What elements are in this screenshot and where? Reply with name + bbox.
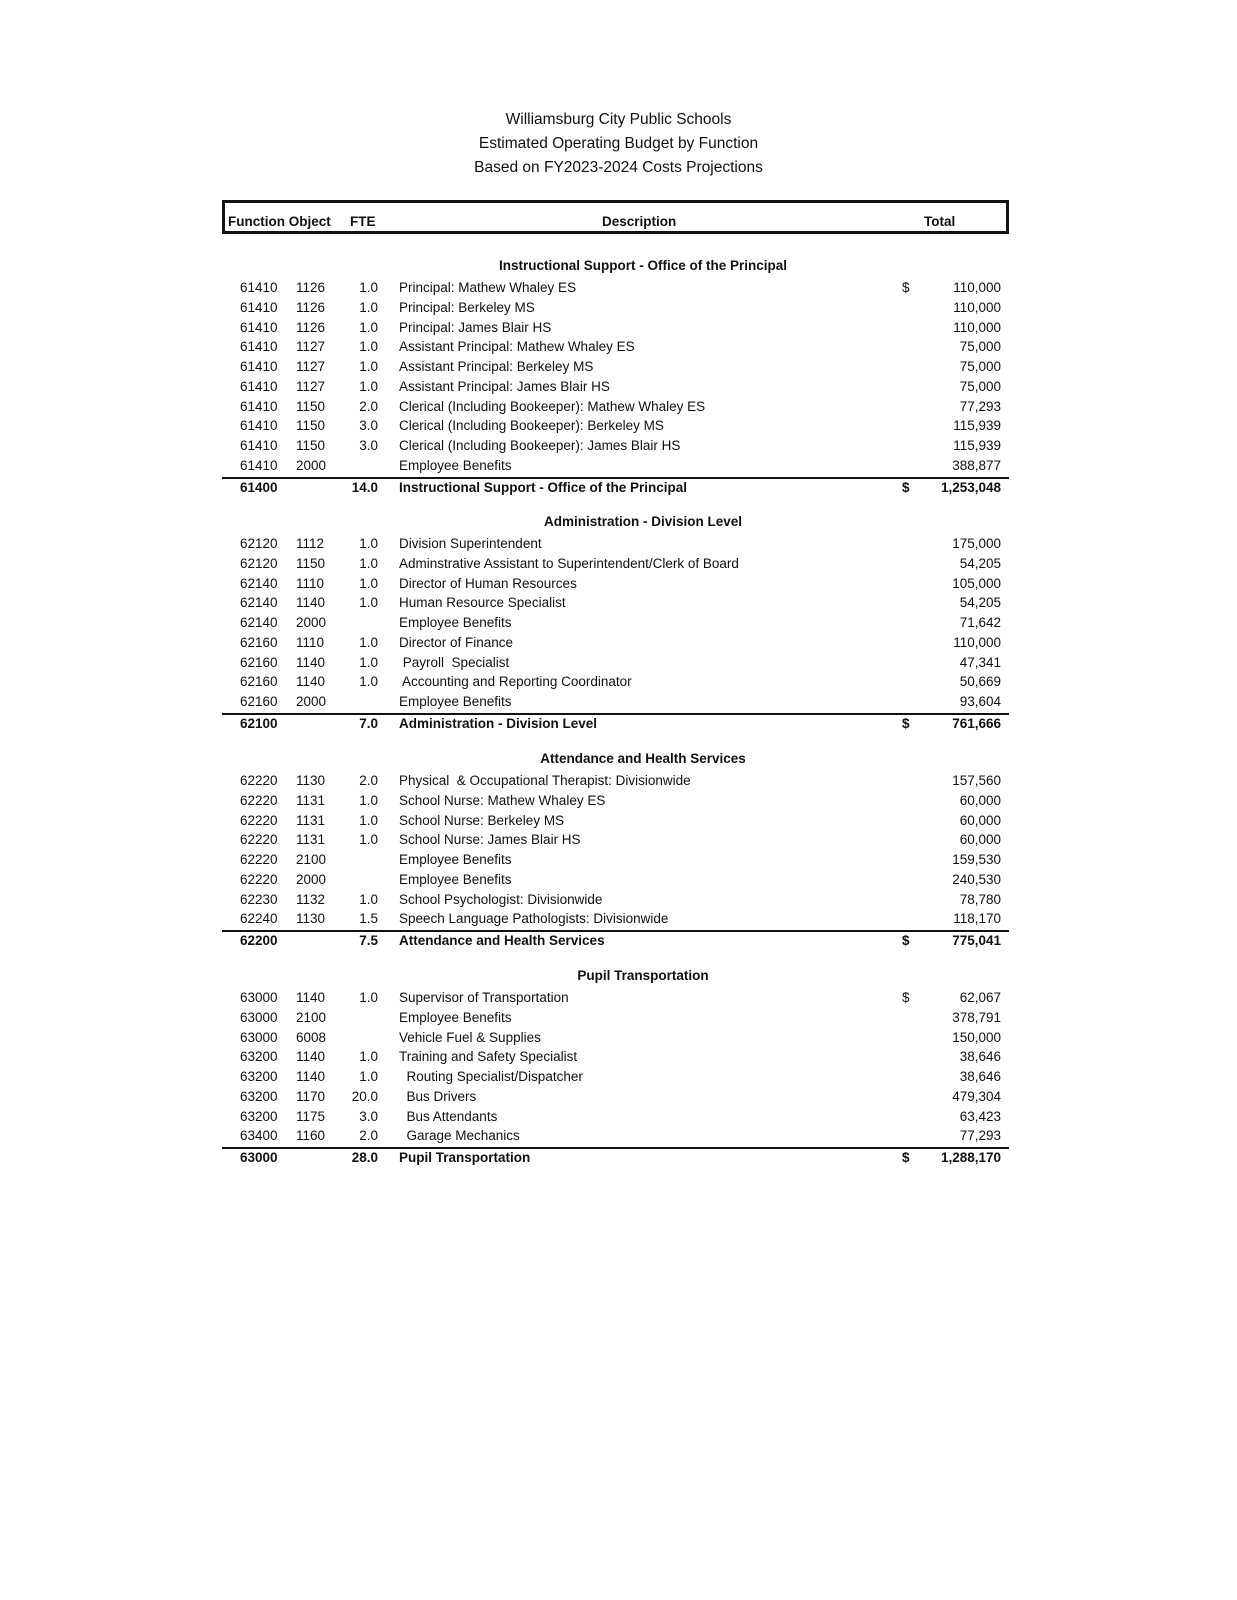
section-title: Instructional Support - Office of the Principal — [498, 258, 787, 273]
description: Clerical (Including Bookeeper): Berkeley MS — [399, 418, 664, 434]
function-code: 62200 — [240, 933, 278, 948]
function-code: 61410 — [240, 299, 278, 315]
table-row — [222, 397, 1009, 417]
fte-value: 1.0 — [359, 555, 378, 571]
table-row — [222, 593, 1009, 613]
total-amount: 50,669 — [959, 674, 1001, 690]
object-code: 1175 — [296, 1108, 326, 1124]
object-code: 1170 — [296, 1088, 326, 1104]
section-title: Administration - Division Level — [543, 514, 743, 529]
function-code: 63000 — [240, 990, 278, 1005]
function-code: 62120 — [240, 555, 278, 571]
fte-value: 1.0 — [359, 654, 378, 670]
fte-value: 3.0 — [359, 438, 378, 453]
description: Principal: Berkeley MS — [399, 299, 535, 315]
total-amount: 38,646 — [959, 1069, 1001, 1084]
subtotal-amount: 775,041 — [952, 933, 1001, 948]
fte-value: 1.0 — [359, 990, 378, 1005]
fte-value: 3.0 — [359, 1108, 378, 1124]
fte-value: 3.0 — [359, 418, 378, 434]
function-code: 61410 — [240, 339, 278, 355]
dollar-sign: $ — [902, 715, 910, 731]
function-code: 63000 — [240, 1150, 278, 1165]
fte-value: 1.5 — [359, 911, 378, 927]
total-amount: 78,780 — [959, 891, 1001, 907]
fte-value: 1.0 — [359, 595, 378, 611]
object-code: 2100 — [296, 852, 327, 867]
description: Director of Human Resources — [399, 575, 577, 591]
total-amount: 77,293 — [959, 1128, 1001, 1144]
table-header — [222, 200, 1009, 234]
fte-value: 2.0 — [359, 773, 378, 788]
fte-value: 1.0 — [359, 792, 378, 808]
description: Clerical (Including Bookeeper): James Blair HS — [399, 438, 681, 453]
description: Payroll Specialist — [399, 654, 510, 670]
document-basis-line: Based on FY2023-2024 Costs Projections — [474, 159, 763, 176]
table-row — [222, 1067, 1009, 1087]
object-code: 6008 — [296, 1029, 327, 1045]
table-row — [222, 811, 1009, 831]
function-code: 63200 — [240, 1069, 278, 1084]
description: Physical & Occupational Therapist: Divisionwide — [399, 773, 691, 788]
fte-value: 1.0 — [359, 339, 378, 355]
fte-value: 1.0 — [359, 536, 378, 551]
table-row — [222, 1126, 1009, 1146]
total-amount: 54,205 — [959, 555, 1001, 571]
table-row — [222, 890, 1009, 910]
description: School Psychologist: Divisionwide — [399, 891, 603, 907]
table-row — [222, 692, 1009, 712]
total-amount: 77,293 — [959, 398, 1001, 414]
description: Employee Benefits — [399, 694, 512, 709]
section-subtotal-row — [222, 1147, 1009, 1169]
object-code: 1140 — [296, 1049, 326, 1065]
fte-value: 1.0 — [359, 359, 378, 374]
function-code: 62220 — [240, 852, 278, 867]
function-code: 61410 — [240, 280, 278, 295]
function-code: 62220 — [240, 812, 278, 828]
object-code: 2100 — [296, 1009, 327, 1025]
dollar-sign: $ — [902, 933, 910, 948]
object-code: 1126 — [296, 280, 326, 295]
function-code: 61410 — [240, 319, 278, 335]
column-header-fte: FTE — [350, 214, 376, 229]
table-row — [222, 653, 1009, 673]
total-amount: 62,067 — [959, 990, 1001, 1005]
total-amount: 47,341 — [959, 654, 1001, 670]
description: Employee Benefits — [399, 615, 512, 630]
total-amount: 75,000 — [959, 378, 1001, 394]
column-header-total: Total — [924, 214, 956, 229]
object-code: 1140 — [296, 1069, 326, 1084]
table-row — [222, 909, 1009, 929]
section-title: Attendance and Health Services — [540, 751, 746, 766]
section-subtotal-row — [222, 477, 1009, 499]
object-code: 1127 — [296, 378, 326, 394]
description: Assistant Principal: James Blair HS — [399, 378, 610, 394]
function-code: 62160 — [240, 674, 278, 690]
table-row — [222, 870, 1009, 890]
description: School Nurse: James Blair HS — [399, 832, 581, 848]
section-title: Pupil Transportation — [577, 968, 709, 983]
fte-value: 1.0 — [359, 832, 378, 848]
description: Bus Drivers — [399, 1088, 477, 1104]
table-row — [222, 534, 1009, 554]
total-amount: 118,170 — [953, 911, 1001, 927]
function-code: 62160 — [240, 654, 278, 670]
description: Division Superintendent — [399, 536, 542, 551]
function-code: 62220 — [240, 792, 278, 808]
function-code: 63000 — [240, 1009, 278, 1025]
table-row — [222, 298, 1009, 318]
function-code: 62240 — [240, 911, 278, 927]
subtotal-label: Administration - Division Level — [399, 715, 598, 731]
table-row — [222, 416, 1009, 436]
object-code: 1131 — [296, 812, 326, 828]
description: Adminstrative Assistant to Superintendent/Clerk of Board — [399, 555, 739, 571]
total-amount: 150,000 — [952, 1029, 1001, 1045]
table-row — [222, 633, 1009, 653]
table-row — [222, 554, 1009, 574]
function-code: 63400 — [240, 1128, 278, 1144]
fte-total: 14.0 — [351, 479, 378, 495]
object-code: 1160 — [296, 1128, 326, 1144]
description: Vehicle Fuel & Supplies — [399, 1029, 541, 1045]
total-amount: 75,000 — [959, 339, 1001, 355]
object-code: 2000 — [296, 457, 327, 473]
object-code: 2000 — [296, 615, 327, 630]
function-code: 62100 — [240, 715, 278, 731]
table-row — [222, 830, 1009, 850]
fte-total: 7.0 — [359, 715, 378, 731]
table-row — [222, 574, 1009, 594]
object-code: 1140 — [296, 595, 326, 611]
fte-value: 1.0 — [359, 1069, 378, 1084]
description: Assistant Principal: Mathew Whaley ES — [399, 339, 635, 355]
function-code: 61410 — [240, 359, 278, 374]
subtotal-amount: 1,253,048 — [940, 479, 1001, 495]
object-code: 1131 — [296, 832, 326, 848]
table-row — [222, 1107, 1009, 1127]
description: Accounting and Reporting Coordinator — [399, 674, 632, 690]
function-code: 61410 — [240, 457, 278, 473]
object-code: 1130 — [296, 773, 326, 788]
total-amount: 159,530 — [952, 852, 1001, 867]
object-code: 1140 — [296, 674, 326, 690]
function-code: 62140 — [240, 615, 278, 630]
total-amount: 378,791 — [952, 1009, 1001, 1025]
table-row — [222, 1028, 1009, 1048]
object-code: 1150 — [296, 438, 326, 453]
description: Garage Mechanics — [399, 1128, 520, 1144]
description: Clerical (Including Bookeeper): Mathew Whaley ES — [399, 398, 706, 414]
function-code: 61410 — [240, 378, 278, 394]
total-amount: 110,000 — [953, 634, 1001, 650]
subtotal-label: Pupil Transportation — [399, 1150, 531, 1165]
total-amount: 63,423 — [959, 1108, 1001, 1124]
object-code: 1127 — [296, 339, 326, 355]
function-code: 61410 — [240, 438, 278, 453]
description: Employee Benefits — [399, 852, 512, 867]
fte-value: 1.0 — [359, 674, 378, 690]
table-row — [222, 456, 1009, 476]
object-code: 1150 — [296, 418, 326, 434]
fte-total: 28.0 — [351, 1150, 378, 1165]
table-row — [222, 278, 1009, 298]
table-row — [222, 436, 1009, 456]
description: Director of Finance — [399, 634, 514, 650]
total-amount: 240,530 — [952, 871, 1001, 887]
function-code: 62160 — [240, 694, 278, 709]
total-amount: 75,000 — [959, 359, 1001, 374]
subtotal-amount: 761,666 — [952, 715, 1001, 731]
object-code: 1126 — [296, 299, 326, 315]
table-row — [222, 988, 1009, 1008]
total-amount: 93,604 — [959, 694, 1001, 709]
object-code: 1127 — [296, 359, 326, 374]
fte-value: 1.0 — [359, 575, 378, 591]
document-title: Williamsburg City Public Schools — [505, 111, 732, 128]
fte-value: 1.0 — [359, 891, 378, 907]
function-code: 62230 — [240, 891, 278, 907]
total-amount: 105,000 — [952, 575, 1001, 591]
description: Principal: Mathew Whaley ES — [399, 280, 577, 295]
dollar-sign: $ — [902, 280, 910, 295]
total-amount: 54,205 — [959, 595, 1001, 611]
dollar-sign: $ — [902, 479, 910, 495]
object-code: 1126 — [296, 319, 326, 335]
total-amount: 38,646 — [959, 1049, 1001, 1065]
function-code: 61400 — [240, 479, 278, 495]
fte-value: 1.0 — [359, 299, 378, 315]
total-amount: 60,000 — [959, 792, 1001, 808]
column-header-description: Description — [602, 214, 677, 229]
total-amount: 110,000 — [953, 319, 1001, 335]
object-code: 1132 — [296, 891, 326, 907]
description: Assistant Principal: Berkeley MS — [399, 359, 594, 374]
description: School Nurse: Mathew Whaley ES — [399, 792, 606, 808]
total-amount: 60,000 — [959, 812, 1001, 828]
description: School Nurse: Berkeley MS — [399, 812, 565, 828]
fte-value: 1.0 — [359, 378, 378, 394]
object-code: 1150 — [296, 398, 326, 414]
table-row — [222, 850, 1009, 870]
table-row — [222, 613, 1009, 633]
subtotal-label: Attendance and Health Services — [399, 933, 605, 948]
total-amount: 157,560 — [952, 773, 1001, 788]
description: Training and Safety Specialist — [399, 1049, 578, 1065]
subtotal-label: Instructional Support - Office of the Principal — [399, 479, 688, 495]
total-amount: 479,304 — [952, 1088, 1001, 1104]
total-amount: 115,939 — [953, 438, 1001, 453]
description: Employee Benefits — [399, 457, 512, 473]
table-row — [222, 771, 1009, 791]
function-code: 63200 — [240, 1088, 278, 1104]
description: Bus Attendants — [399, 1108, 498, 1124]
function-code: 61410 — [240, 418, 278, 434]
function-code: 63200 — [240, 1049, 278, 1065]
fte-value: 2.0 — [359, 398, 378, 414]
table-row — [222, 318, 1009, 338]
table-row — [222, 357, 1009, 377]
table-row — [222, 1047, 1009, 1067]
description: Supervisor of Transportation — [399, 990, 569, 1005]
function-code: 62220 — [240, 871, 278, 887]
fte-total: 7.5 — [359, 933, 378, 948]
description: Speech Language Pathologists: Divisionwide — [399, 911, 669, 927]
table-row — [222, 337, 1009, 357]
function-code: 62220 — [240, 773, 278, 788]
table-row — [222, 672, 1009, 692]
description: Employee Benefits — [399, 1009, 512, 1025]
table-row — [222, 1087, 1009, 1107]
total-amount: 175,000 — [952, 536, 1001, 551]
object-code: 2000 — [296, 871, 327, 887]
function-code: 61410 — [240, 398, 278, 414]
function-code: 62140 — [240, 575, 278, 591]
function-code: 62220 — [240, 832, 278, 848]
object-code: 1140 — [296, 654, 326, 670]
function-code: 62160 — [240, 634, 278, 650]
function-code: 63200 — [240, 1108, 278, 1124]
table-row — [222, 377, 1009, 397]
total-amount: 388,877 — [952, 457, 1001, 473]
total-amount: 110,000 — [953, 280, 1001, 295]
fte-value: 1.0 — [359, 812, 378, 828]
description: Principal: James Blair HS — [399, 319, 552, 335]
section-subtotal-row — [222, 713, 1009, 735]
object-code: 1110 — [296, 575, 325, 591]
column-header-function-object: Function Object — [228, 214, 331, 229]
function-code: 62120 — [240, 536, 278, 551]
total-amount: 60,000 — [959, 832, 1001, 848]
function-code: 62140 — [240, 595, 278, 611]
fte-value: 1.0 — [359, 319, 378, 335]
function-code: 63000 — [240, 1029, 278, 1045]
object-code: 2000 — [296, 694, 327, 709]
dollar-sign: $ — [902, 990, 910, 1005]
section-subtotal-row — [222, 930, 1009, 952]
object-code: 1130 — [296, 911, 326, 927]
fte-value: 1.0 — [359, 1049, 378, 1065]
object-code: 1112 — [296, 536, 325, 551]
table-row — [222, 1008, 1009, 1028]
fte-value: 20.0 — [351, 1088, 378, 1104]
object-code: 1150 — [296, 555, 326, 571]
object-code: 1140 — [296, 990, 326, 1005]
fte-value: 1.0 — [359, 634, 378, 650]
total-amount: 115,939 — [953, 418, 1001, 434]
description: Routing Specialist/Dispatcher — [399, 1069, 583, 1084]
fte-value: 2.0 — [359, 1128, 378, 1144]
total-amount: 71,642 — [959, 615, 1001, 630]
subtotal-amount: 1,288,170 — [940, 1150, 1001, 1165]
description: Human Resource Specialist — [399, 595, 566, 611]
object-code: 1131 — [296, 792, 326, 808]
description: Employee Benefits — [399, 871, 512, 887]
document-subtitle: Estimated Operating Budget by Function — [478, 135, 759, 152]
object-code: 1110 — [296, 634, 325, 650]
fte-value: 1.0 — [359, 280, 378, 295]
dollar-sign: $ — [902, 1150, 910, 1165]
table-row — [222, 791, 1009, 811]
total-amount: 110,000 — [953, 299, 1001, 315]
